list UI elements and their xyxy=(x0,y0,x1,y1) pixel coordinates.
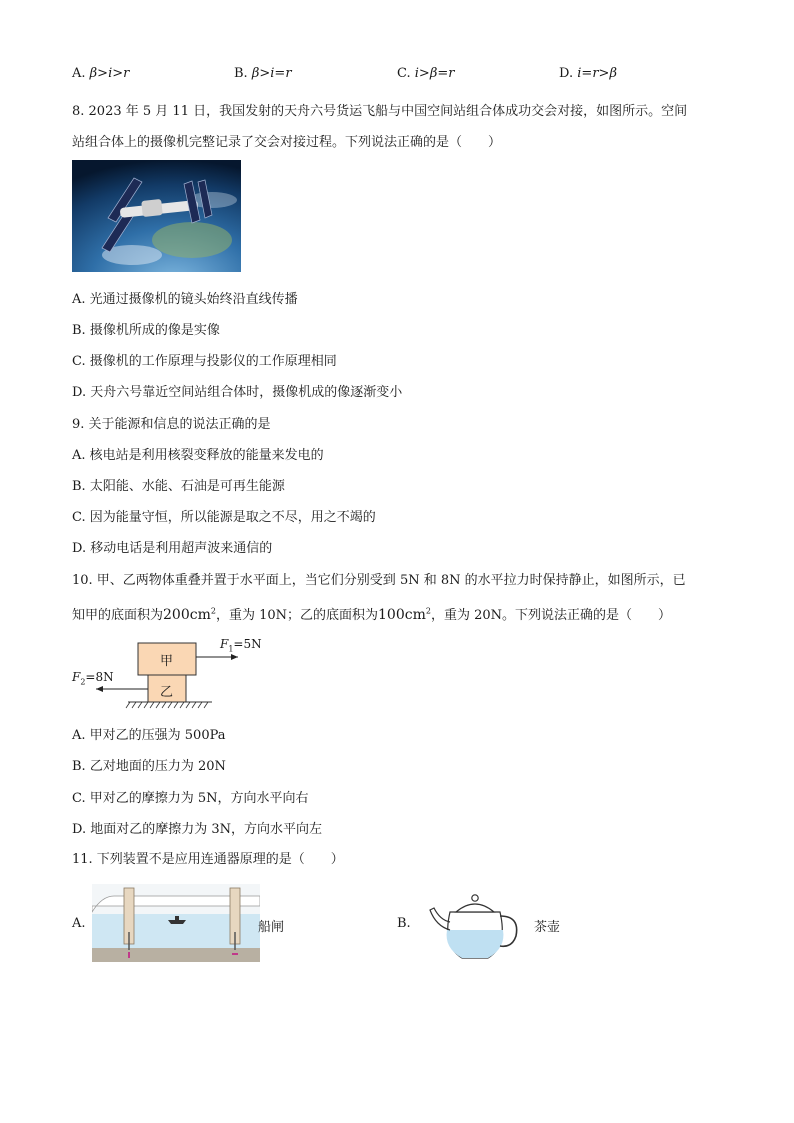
q10-option-b: B. 乙对地面的压力为 20N xyxy=(72,759,226,774)
q10-stem-line2 xyxy=(72,604,671,623)
q7-options xyxy=(72,66,722,86)
space-station-photo xyxy=(72,160,241,272)
f1-label: $F_1=5N$ xyxy=(220,637,262,654)
q10-text-a: 知甲的底面积为 xyxy=(72,608,164,623)
teapot-figure xyxy=(428,886,524,964)
q10-stem-line1: 10. 甲、乙两物体重叠并置于水平面上，当它们分别受到 5N 和 8N 的水平拉力时保持静止，如图所示，已 xyxy=(72,573,686,588)
q7-option-d: D. i=r>β xyxy=(559,66,617,81)
q8-option-b: B. 摄像机所成的像是实像 xyxy=(72,323,220,338)
q11-option-b-letter: B. xyxy=(397,916,411,931)
q7-option-c: C. i>β=r xyxy=(397,66,455,81)
q9-stem: 9. 关于能源和信息的说法正确的是 xyxy=(72,417,271,432)
q10-force-diagram xyxy=(72,634,272,710)
ship-lock-figure xyxy=(92,884,260,962)
q10-area-a: 200cm xyxy=(163,607,211,623)
block-yi-label: 乙 xyxy=(160,685,174,700)
block-jia-label: 甲 xyxy=(160,654,174,669)
q11-stem: 11. 下列装置不是应用连通器原理的是（ ） xyxy=(72,852,344,867)
q8-option-d: D. 天舟六号靠近空间站组合体时，摄像机成的像逐渐变小 xyxy=(72,385,403,400)
q10-area-b: 100cm xyxy=(378,607,426,623)
q8-stem-line2: 站组合体上的摄像机完整记录了交会对接过程。下列说法正确的是（ ） xyxy=(72,135,502,150)
q10-option-d: D. 地面对乙的摩擦力为 3N，方向水平向左 xyxy=(72,822,323,837)
q9-option-a: A. 核电站是利用核裂变释放的能量来发电的 xyxy=(72,448,324,463)
q8-option-a: A. 光通过摄像机的镜头始终沿直线传播 xyxy=(72,292,298,307)
q9-option-c: C. 因为能量守恒，所以能源是取之不尽，用之不竭的 xyxy=(72,510,376,525)
q7-option-b: B. β>i=r xyxy=(234,66,292,81)
q10-option-c: C. 甲对乙的摩擦力为 5N，方向水平向右 xyxy=(72,791,309,806)
q10-text-b: ，重为 10N；乙的底面积为 xyxy=(215,608,379,623)
q11-option-a-letter: A. xyxy=(72,916,86,931)
q9-option-d: D. 移动电话是利用超声波来通信的 xyxy=(72,541,273,556)
q8-option-c: C. 摄像机的工作原理与投影仪的工作原理相同 xyxy=(72,354,337,369)
q11-option-b-caption: 茶壶 xyxy=(534,920,561,935)
f2-label: $F_2=8N$ xyxy=(72,670,114,687)
q9-option-b: B. 太阳能、水能、石油是可再生能源 xyxy=(72,479,285,494)
q10-option-a: A. 甲对乙的压强为 500Pa xyxy=(72,728,226,743)
q8-stem-line1: 8. 2023 年 5 月 11 日，我国发射的天舟六号货运飞船与中国空间站组合体成功交会对接，如图所示。空间 xyxy=(72,104,688,119)
q10-area-a-exp: 2 xyxy=(210,606,216,616)
q10-area-b-exp: 2 xyxy=(425,606,431,616)
q10-text-c: ，重为 20N。下列说法正确的是（ ） xyxy=(430,608,672,623)
q11-option-a-caption: 船闸 xyxy=(258,920,285,935)
q7-option-a: A. β>i>r xyxy=(72,66,130,81)
